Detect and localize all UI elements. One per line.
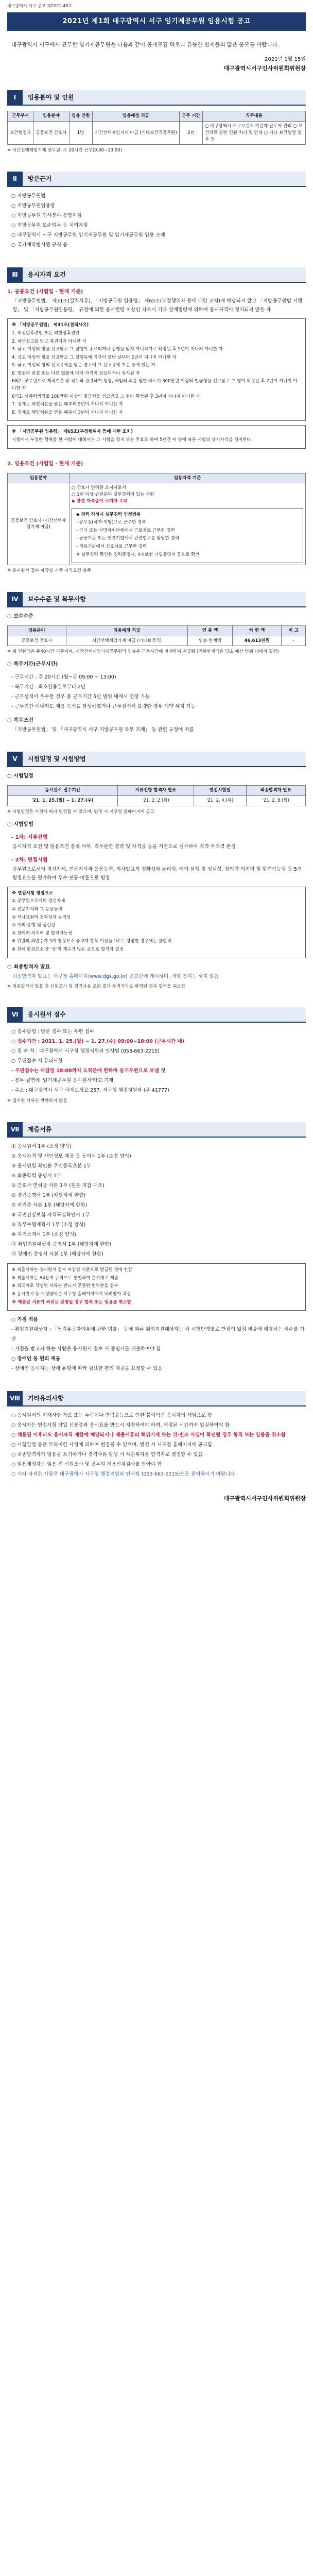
list-item: ○ 장애인 등 편의 제공 <box>11 1356 60 1362</box>
section-header-notes <box>7 1391 306 1406</box>
table-header: 연 봉 액 <box>188 625 233 636</box>
criteria-item: ◆ 관련 자격증이 소지자 우대 <box>72 498 128 504</box>
box-item: 6. 법원의 판결 또는 다른 법률에 따라 자격이 상실되거나 정지된 자 <box>12 370 140 376</box>
table-header: 직무내용 <box>203 111 306 122</box>
table-header-row <box>8 473 306 483</box>
box-item: - 국가 또는 지방자치단체에서 근로자로 근무한 경력 <box>76 528 175 533</box>
conditions-table <box>7 473 306 566</box>
service-list <box>7 672 306 711</box>
table-cell: 1명 <box>69 122 92 145</box>
section-header-positions <box>7 90 306 106</box>
documents-notice-box <box>7 1263 306 1311</box>
list-item: - 근무기간 이내라도 채용 목적을 달성하였거나 근무실적이 불량한 경우 계약 해지 가능 <box>11 704 196 710</box>
list-item: - 가점을 받고자 하는 사람은 응시원서 접수 시 증명서를 제출하여야 함 <box>11 1346 161 1352</box>
document-screening-heading: - 1차: 서류전형 <box>11 834 48 840</box>
list-item: ○ 지방공무원임용령 <box>11 203 55 209</box>
table-header-row <box>8 625 306 636</box>
list-item: ② 응시자격 및 개인정보 제공 등 동의서 1부 (소정 양식) <box>11 1154 131 1160</box>
disqualification-box <box>7 318 306 421</box>
section-header-basis <box>7 172 306 187</box>
experience-box <box>72 508 303 564</box>
list-item: ④ 최종학력 증명서 1부 <box>11 1173 62 1179</box>
box-item: ◆ 경력 작성시 실무경력 인정범위 <box>76 512 141 517</box>
list-item: ○ 임용예정자는 임용 전 신원조사 및 공무원 채용신체검사를 받아야 함 <box>11 1462 162 1468</box>
table-row <box>8 483 306 565</box>
box-title: ※ 「지방공무원법」 제31조(결격사유) <box>12 323 89 328</box>
box-item: 7. 징계로 파면처분을 받은 때부터 5년이 지나지 아니한 자 <box>12 402 123 408</box>
basis-list <box>7 191 306 250</box>
box-item: 5. 금고 이상의 형의 선고유예를 받은 경우에 그 선고유예 기간 중에 있는 자 <box>12 363 155 368</box>
box-item: - 공공기관 또는 민간기업에서 관련업무를 담당한 경력 <box>76 536 179 541</box>
table-cell: ○ 대구광역시 서구보건소 기간제 근로자 관리 ○ 보건의료 관련 민원 처리 및 안내 ○ 기타 보건행정 업무 등 <box>203 122 306 145</box>
table-header: 임용예정 직급 <box>92 111 179 122</box>
table-cell: '21. 2. 2.(화) <box>118 796 194 806</box>
section-title: 보수수준 및 복무사항 <box>23 592 306 606</box>
final-announcement-text: 최종합격자 발표는 서구청 홈페이지(www.dgs.go.kr) 공고란에 게시하며, 개별 통지는 하지 않음 <box>12 973 219 979</box>
table-header: 임용분야 <box>33 111 69 122</box>
list-item: ○ 국가계약법시행 규칙 등 <box>11 242 68 248</box>
list-item: ⑩ 자기소개서 1부 (소정 양식) <box>11 1232 76 1238</box>
section-title: 시험일정 및 시험방법 <box>23 752 306 766</box>
intro-text: 대구광역시 서구에서 근무할 임기제공무원을 다음과 같이 공개모집 하오니 유능한 인재들의 많은 응모를 바랍니다. <box>11 41 280 48</box>
section-title: 제출서류 <box>23 1122 306 1137</box>
table-header: 서류전형 합격자 발표 <box>118 786 194 796</box>
table-cell: 2년 <box>180 122 203 145</box>
criteria-item: ○ 1년 이상 관련분야 실무경력이 있는 사람 <box>72 492 154 498</box>
section-number: Ⅰ <box>7 90 23 105</box>
list-item: - 근무성적이 우수한 경우 총 근무기간 5년 범위 내에서 연장 가능 <box>11 694 150 700</box>
box-item: - 공무원(국가·지방)으로 근무한 경력 <box>76 520 146 526</box>
schedule-table <box>7 785 306 806</box>
list-item: - 복무기간 : 최초임용일로부터 2년 <box>11 684 86 690</box>
table-header-row <box>8 786 306 796</box>
box-title: ※ 「지방공무원 임용령」 제65조(부정행위자 등에 대한 조치) <box>12 429 133 435</box>
common-requirements-heading: 1. 공통요건 (시험일 · 현재 기준) <box>7 289 83 295</box>
box-item: ※ 전체 평정요소 중 '상'의 개수가 많은 순으로 합격자 결정 <box>12 946 124 952</box>
box-item: 3. 금고 이상의 형을 선고받고 그 집행이 종료되거나 집행을 받지 아니하기로 확정된 후 5년이 지나지 아니한 자 <box>12 347 223 352</box>
application-note: ※ 접수된 서류는 반환하지 않음 <box>7 1098 67 1104</box>
list-item: ○ 최종합격자가 임용을 포기하거나 결격사유 발생 시 차순위자를 합격자로 결정할 수 있음 <box>11 1452 203 1458</box>
table-cell: 시간선택제임기제 마급 (기타보건직) <box>66 636 188 646</box>
box-item: 8. 징계로 해임처분을 받은 때부터 3년이 지나지 아니한 자 <box>12 410 123 415</box>
box-item: ③ 의사표현의 정확성과 논리성 <box>12 914 71 920</box>
final-announcement-note: ※ 최종합격자 발표 후 신원조사 및 결격사유 조회 결과 부적격자로 판명된 경우 합격을 취소함 <box>7 984 186 989</box>
table-cell: 공중보건 간호사 (시간선택제 임기제 마급) <box>8 483 69 565</box>
salary-subheading: ○ 보수수준 <box>7 613 33 619</box>
announcement-number: 대구광역시 서구 공고 제2021-48호 <box>7 4 73 8</box>
interview-criteria-box <box>7 887 306 958</box>
table-header: 최종합격자 발표 <box>246 786 305 796</box>
final-announcement-heading: ○ 최종합격자 발표 <box>7 964 50 970</box>
list-item: - 취업지원대상자 : 「독립유공자예우에 관한 법률」 등에 따른 취업지원대상자는 각 시험단계별로 만점의 일정 비율에 해당하는 점수를 가산 <box>11 1327 305 1343</box>
list-item: ○ 지방공무원 보수업무 등 처리지침 <box>11 223 88 229</box>
duty-text: 「지방공무원법」 및 「대구광역시 서구 지방공무원 복무 조례」 등 관련 규정에 따름 <box>12 727 194 733</box>
appointment-conditions-heading: 2. 임용조건 (시험일 · 현재 기준) <box>7 461 83 467</box>
list-item: - 근무시간 : 주 20시간 (월~금 09:00 ~ 13:00) <box>11 674 116 681</box>
footer-authority: 대구광역시서구인사위원회위원장 <box>223 1495 306 1502</box>
box-item: ※ 외국어로 작성된 서류는 반드시 공증된 번역본을 첨부 <box>12 1283 118 1289</box>
salary-note: ※ 위 연봉액은 주40시간 기준이며, 시간선택제임기제공무원의 연봉은 근무시간에 비례하여 지급됨 (연봉한계액은 당초 예산 범위 내에서 결정) <box>7 649 279 655</box>
box-item: 1. 피성년후견인 또는 피한정후견인 <box>12 330 80 336</box>
section-number: Ⅴ <box>7 752 23 766</box>
list-item: ○ 지방공무원 인사분야 통합지침 <box>11 213 82 219</box>
list-item: ⑦ 자격증 사본 1부 (해당자에 한함) <box>11 1202 88 1209</box>
list-item: ⑧ 국민건강보험 자격득실확인서 1부 <box>11 1212 90 1218</box>
announcement-date: 2021년 1월 15일 <box>265 56 306 62</box>
section-header-schedule <box>7 752 306 767</box>
section-number: Ⅳ <box>7 592 23 606</box>
schedule-note: ※ 시험일정은 사정에 따라 변경될 수 있으며, 변경 시 서구청 홈페이지에 공고 <box>7 809 154 815</box>
conditions-note: ※ 응시원서 접수 마감일 기준 자격요건 충족 <box>7 568 91 574</box>
list-item: ○ 시험일정 등은 부득이한 사정에 의하여 변경될 수 있으며, 변경 시 서구청 홈페이지에 공고함 <box>11 1442 213 1448</box>
method-subheading: ○ 시험방법 <box>7 821 33 827</box>
list-item: ⑪ 취업지원대상자 증명서 1부 (해당자에 한함) <box>11 1242 112 1248</box>
misconduct-box <box>7 425 306 448</box>
box-item: 2. 파산선고를 받고 복권되지 아니한 자 <box>12 338 86 344</box>
list-item: ○ 대구광역시 서구 지방공무원 임기제공무원 및 임기제공무원 임용 조례 <box>11 232 165 239</box>
box-item: ① 공무원으로서의 정신자세 <box>12 899 65 904</box>
criteria-item: ○ 간호사 면허증 소지자로서 <box>72 485 126 491</box>
table-cell: '21. 2. 4.(목) <box>194 796 246 806</box>
list-item: - 주소 : 대구광역시 서구 국채보상로 257, 서구청 행정지원과 (우 41777) <box>11 1088 169 1094</box>
section-number: Ⅷ <box>7 1391 23 1405</box>
section-number: Ⅶ <box>7 1122 23 1137</box>
documents-list <box>7 1142 306 1259</box>
page-title: 2021년 제1회 대구광역시 서구 임기제공무원 임용시험 공고 <box>7 12 306 31</box>
list-item: - 장애인 응시자는 장애 유형에 따라 필요한 편의 제공을 요청할 수 있음 <box>11 1366 163 1372</box>
table-cell: 연봉 한계액 <box>188 636 233 646</box>
box-item: 4. 금고 이상의 형을 선고받고 그 집행유예 기간이 끝난 날부터 2년이 지나지 아니한 자 <box>12 354 177 360</box>
common-requirements-text: 「지방공무원법」 제31조(결격사유), 「지방공무원 임용령」 제65조(부정행위자 등에 대한 조치)에 해당되지 않고 「지방공무원법 시행령」 및 「지방공무원임용령」 규정에 의한 응시연령 이상인 자로서 기타 관계법령에 의하여 응시자격이 정지되지 않은 자 <box>12 298 303 313</box>
list-item: ○ 우편접수 시 유의사항 <box>11 1058 63 1064</box>
box-item: ※ 면접시험 평정요소 <box>12 890 53 896</box>
section-title: 임용분야 및 인원 <box>23 90 306 105</box>
notes-list <box>7 1411 306 1479</box>
table-header: 임용예정 직급 <box>66 625 188 636</box>
list-item: ⑨ 직무수행계획서 1부 (소정 양식) <box>11 1222 86 1228</box>
table-header-row <box>8 111 306 122</box>
box-item: - 의료기관에서 간호사로 근무한 경력 <box>76 544 147 549</box>
table-cell: 46,613천원 <box>232 636 282 646</box>
document-screening-text: 응시자격 요건 및 임용조건 충족 여부, 직무관련 경력 및 자격증 등을 서면으로 심사하여 적격·부적격 판정 <box>12 843 236 850</box>
section-title: 방문근거 <box>23 172 306 186</box>
table-header: 면접시험일 <box>194 786 246 796</box>
table-cell: '21. 1. 25.(월) ~ 1. 27.(수) <box>8 796 118 806</box>
box-item: ※ 실무경력 확인은 경력증명서, 4대보험 가입증명서 등으로 확인 <box>76 552 200 557</box>
list-item: ① 응시원서 1부 (소정 양식) <box>11 1144 72 1150</box>
list-item: - 봉투 겉면에 '임기제공무원 응시원서'라고 기재 <box>11 1078 114 1084</box>
table-header: 임용 인원 <box>69 111 92 122</box>
service-subheading: ○ 복무기간(근무시간) <box>7 662 58 668</box>
box-item: ② 전문지식과 그 응용능력 <box>12 907 62 912</box>
section-title: 응시자격 요건 <box>23 267 306 282</box>
list-item: ③ 응시연령 확인용 주민등록초본 1부 <box>11 1163 92 1170</box>
table-cell: 시간선택제임기제 마급 (기타보건직공무원) <box>92 122 179 145</box>
section-number: Ⅲ <box>7 267 23 282</box>
section-header-eligibility <box>7 267 306 283</box>
list-item: ○ 가점 적용 <box>11 1317 38 1323</box>
box-item: ※ 위원의 과반수가 5개 평정요소 중 2개 항목 이상을 '하'로 평정한 경우에는 불합격 <box>12 939 171 944</box>
table-row <box>8 796 306 806</box>
box-item: 6의2. 공무원으로 재직기간 중 직무와 관련하여 횡령, 배임의 죄를 범한 자로서 300만원 이상의 벌금형을 선고받고 그 형이 확정된 후 2년이 지나지 아니한 자 <box>12 379 298 392</box>
table-cell: 보건행정과 <box>8 122 33 145</box>
list-item: ○ 접수기간 : 2021. 1. 25.(월) ~ 1. 27.(수) 09:00~18:00 (근무시간 내) <box>11 1039 185 1045</box>
table-header: 임용분야 <box>8 473 69 483</box>
interview-heading: - 2차: 면접시험 <box>11 857 48 863</box>
table-cell: 공중보건 간호사 <box>8 636 66 646</box>
list-item: ⑤ 간호사 면허증 사본 1부 (원본 지참 대조) <box>11 1183 105 1189</box>
schedule-subheading: ○ 시험일정 <box>7 773 33 779</box>
list-item: ○ 접 수 처 : 대구광역시 서구청 행정지원과 인사팀 (053-663-2215) <box>11 1048 160 1055</box>
table-header: 임용자격 기준 <box>69 473 306 483</box>
list-item: ○ 응시원서의 기재사항 착오 또는 누락이나 연락불능으로 인한 불이익은 응시자의 책임으로 함 <box>11 1413 213 1419</box>
section-number: Ⅵ <box>7 1007 23 1022</box>
application-list <box>7 1027 306 1095</box>
table-cell: - <box>282 636 306 646</box>
list-item: ⑫ 장애인 증명서 사본 1부 (해당자에 한함) <box>11 1251 103 1258</box>
section-header-salary <box>7 592 306 607</box>
table-cell: 공중보건 간호사 <box>33 122 69 145</box>
box-item: ④ 예의·품행 및 성실성 <box>12 923 56 928</box>
positions-table <box>7 111 306 145</box>
issuing-authority: 대구광역시서구인사위원회위원장 <box>223 64 306 72</box>
list-item: ○ 접수방법 : 방문 접수 또는 우편 접수 <box>11 1029 95 1035</box>
table-cell <box>69 483 306 565</box>
box-item: ※ 제출된 서류가 허위로 판명될 경우 합격 또는 임용을 취소함 <box>12 1299 131 1305</box>
box-item: ※ 제출서류는 응시원서 접수 마감일 기준으로 발급된 것에 한함 <box>12 1267 133 1273</box>
box-item: ⑤ 창의력·의지력 및 발전가능성 <box>12 930 72 936</box>
positions-note: ※ 시간선택제임기제 공무원: 주 20시간 근무(9:00~13:00) <box>7 148 123 154</box>
box-item: 6의3. 성폭력범죄로 100만원 이상의 벌금형을 선고받고 그 형이 확정된 후 3년이 지나지 아니한 자 <box>12 394 200 399</box>
table-header: 응시원서 접수기간 <box>8 786 118 796</box>
list-item: ⑥ 경력증명서 1부 (해당자에 한함) <box>11 1193 86 1199</box>
box-item: 시험에서 부정한 행위를 한 사람에 대해서는 그 시험을 정지 또는 무효로 하며 5년간 이 영에 따른 시험의 응시자격을 정지한다. <box>12 437 253 443</box>
table-cell: '21. 2. 8.(월) <box>246 796 305 806</box>
table-header: 임용분야 <box>8 625 66 636</box>
section-number: Ⅱ <box>7 172 23 186</box>
salary-table <box>7 625 306 647</box>
table-header: 비 고 <box>282 625 306 636</box>
table-row <box>8 122 306 145</box>
section-title: 응시원서 접수 <box>23 1007 306 1022</box>
list-item: ○ 응시자는 면접시험 당일 신분증과 응시표를 반드시 지참하여야 하며, 지정된 시간까지 입실하여야 함 <box>11 1422 230 1429</box>
interview-text: 공무원으로서의 정신자세, 전문지식과 응용능력, 의사발표의 정확성과 논리성, 예의·품행 및 성실성, 창의력·의지력 및 발전가능성 등 5개 평정요소를 평가하여 우수·보통·미흡으로 평정 <box>12 866 302 881</box>
box-item: ※ 제출서류는 A4용지 규격으로 통일하여 순서대로 제출 <box>12 1275 118 1281</box>
table-row <box>8 636 306 646</box>
additional-points-list <box>7 1315 306 1374</box>
list-item: - 우편접수는 마감일 18:00까지 도착분에 한하며 등기우편으로 보낼 것 <box>11 1068 166 1074</box>
box-item: ※ 응시원서 등 소정양식은 서구청 홈페이지에서 내려받아 작성 <box>12 1291 131 1297</box>
section-header-application <box>7 1007 306 1023</box>
list-item: ○ 지방공무원법 <box>11 193 46 199</box>
table-header: 근무부서 <box>8 111 33 122</box>
section-header-documents <box>7 1122 306 1138</box>
table-header: 근무 기간 <box>180 111 203 122</box>
list-item: ○ 채용된 이후라도 응시자격 제한에 해당되거나 제출서류의 허위기재 또는 위·변조 사실이 확인될 경우 합격 또는 임용을 취소함 <box>11 1432 286 1438</box>
table-header: 하 한 액 <box>232 625 282 636</box>
list-item: ○ 기타 자세한 사항은 대구광역시 서구청 행정지원과 인사팀 (053-663-2215)으로 문의하시기 바랍니다 <box>11 1471 235 1478</box>
section-title: 기타유의사항 <box>23 1391 306 1405</box>
duty-subheading: ○ 복무조건 <box>7 718 33 724</box>
